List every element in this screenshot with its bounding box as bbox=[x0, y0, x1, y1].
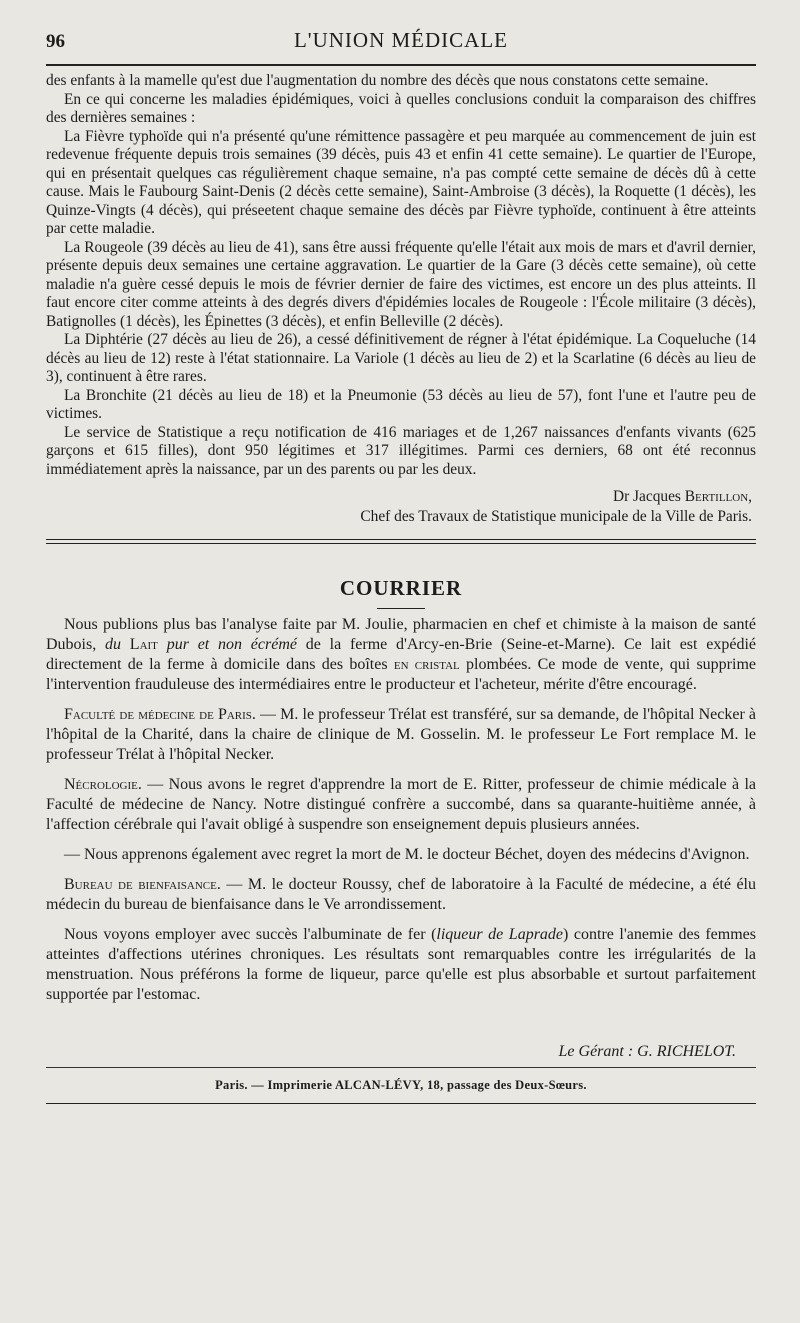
report-paragraph: La Diphtérie (27 décès au lieu de 26), a cessé définitivement de régner à l'état épidémique. La Coqueluche (14 décès au lieu de 12) reste à l'état stationnaire. La Variole (1 décès au lieu de 2) et la Scarlatine (6 décès au lieu de 3), continuent à être rares. bbox=[46, 331, 756, 385]
text-segment: Lait bbox=[129, 636, 167, 653]
signature-prefix: Dr Jacques bbox=[612, 488, 685, 505]
report-paragraph: La Bronchite (21 décès au lieu de 18) et la Pneumonie (53 décès au lieu de 57), font l'une et l'autre peu de victimes. bbox=[46, 386, 756, 422]
paragraph-gap bbox=[46, 695, 756, 705]
text-segment: liqueur de Laprade bbox=[436, 926, 564, 943]
text-segment: — M. le docteur Roussy, chef de laboratoire à la Faculté de médecine, a été élu médecin du bureau de bienfaisance dans le Ve arrondissement. bbox=[46, 876, 757, 913]
title-rule bbox=[377, 608, 425, 609]
bottom-rule bbox=[46, 1103, 756, 1104]
text-segment: plombées. Ce mode de vente, qui supprime l'intervention frauduleuse des intermédiaires entre le producteur et l'acheteur, mérite d'être encouragé. bbox=[46, 656, 756, 693]
text-segment: pur et non écrémé bbox=[166, 636, 306, 653]
header-rule bbox=[46, 64, 756, 66]
courrier-paragraph bbox=[46, 845, 756, 865]
courrier-paragraph bbox=[46, 705, 756, 765]
page-header bbox=[46, 28, 756, 62]
courrier-paragraph bbox=[46, 875, 756, 915]
paragraph-gap bbox=[46, 765, 756, 775]
courrier-paragraph bbox=[46, 925, 756, 1005]
rubric-lead: Bureau de bienfaisance. bbox=[64, 876, 221, 893]
paragraph-gap bbox=[46, 835, 756, 845]
text-segment: — M. le professeur Trélat est transféré, sur sa demande, de l'hôpital Necker à l'hôpital de la Charité, dans la chaire de clinique de M. Gosselin. M. le professeur Le Fort remplace M. le professeur Trélat à l'hôpital Necker. bbox=[46, 706, 756, 763]
courrier-body bbox=[46, 615, 756, 1005]
footer-rule bbox=[46, 1067, 756, 1068]
printer-imprint: Paris. — Imprimerie ALCAN-LÉVY, 18, passage des Deux-Sœurs. bbox=[215, 1078, 587, 1092]
text-segment: Nous publions plus bas l'analyse faite par M. Joulie, pharmacien en chef et chimiste à la maison de santé Dubois, bbox=[46, 616, 756, 653]
text-segment: — Nous avons le regret d'apprendre la mort de E. Ritter, professeur de chimie médicale à la Faculté de médecine de Nancy. Notre distingué confrère a succombé, dans sa quarante-huitième année, à l'affection cérébrale qui l'avait obligé à suspendre son enseignement depuis plusieurs années. bbox=[46, 776, 756, 833]
paragraph-gap bbox=[46, 865, 756, 875]
signature-name: Bertillon, bbox=[684, 488, 752, 505]
courrier-paragraph bbox=[46, 615, 756, 695]
courrier-paragraph bbox=[46, 775, 756, 835]
section-double-rule bbox=[46, 539, 756, 544]
rubric-lead: Nécrologie. bbox=[64, 776, 142, 793]
statistics-report bbox=[46, 72, 756, 527]
signature bbox=[46, 487, 756, 507]
signature-title: Chef des Travaux de Statistique municipale de la Ville de Paris. bbox=[360, 508, 752, 525]
rubric-lead: Faculté de médecine de Paris. bbox=[64, 706, 256, 723]
text-segment: — Nous apprenons également avec regret la mort de M. le docteur Béchet, doyen des médecins d'Avignon. bbox=[64, 846, 750, 863]
report-paragraph: des enfants à la mamelle qu'est due l'augmentation du nombre des décès que nous constatons cette semaine. bbox=[46, 72, 709, 89]
section-title: COURRIER bbox=[339, 576, 463, 600]
report-paragraph: La Rougeole (39 décès au lieu de 41), sans être aussi fréquente qu'elle l'était aux mois de mars et d'avril dernier, présente depuis deux semaines une certaine aggravation. Le quartier de la Gare (3 décès cette semaine), où cette maladie n'a guère cessé depuis le mois de février dernier de faire des victimes, est encore un des plus atteints. Il faut encore citer comme atteints à des degrés divers d'épidémies locales de Rougeole : l'École militaire (3 décès), Batignolles (1 décès), les Épinettes (3 décès), et enfin Belleville (2 décès). bbox=[46, 238, 756, 330]
text-segment: de la ferme d'Arcy-en-Brie (Seine-et-Marne). Ce lait est expédié directement de la ferme à domicile dans des boîtes bbox=[46, 636, 757, 673]
paragraph-gap bbox=[46, 915, 756, 925]
report-paragraph: La Fièvre typhoïde qui n'a présenté qu'une rémittence passagère et peu marquée au commencement de juin est redevenue fréquente depuis trois semaines (39 décès, puis 43 et enfin 41 cette semaine). Le quartier de l'Europe, qui en présentait quelques cas régulièrement chaque semaine, n'a pas compté cette semaine de décès dû à cette cause. Mais le Faubourg Saint-Denis (2 décès cette semaine), Saint-Ambroise (3 décès), la Roquette (1 décès), les Quinze-Vingts (4 décès), qui préseetent chaque semaine des décès par Fièvre typhoïde, continuent à être atteints par cette maladie. bbox=[46, 127, 756, 237]
running-title: L'UNION MÉDICALE bbox=[293, 28, 508, 52]
text-segment: ) contre l'anemie des femmes atteintes d'affections utérines chroniques. Les résultats sont remarquables contre les irrégularités de la menstruation. Nous préférons la forme de liqueur, parce qu'elle est plus absorbable et surtout parfaitement supportée par l'estomac. bbox=[46, 926, 756, 1003]
report-paragraph: En ce qui concerne les maladies épidémiques, voici à quelles conclusions conduit la comparaison des chiffres des dernières semaines : bbox=[46, 90, 756, 126]
text-segment: du bbox=[105, 636, 130, 653]
report-paragraph: Le service de Statistique a reçu notification de 416 mariages et de 1,267 naissances d'enfants vivants (625 garçons et 615 filles), dont 950 légitimes et 317 illégitimes. Parmi ces derniers, 68 ont été reconnus immédiatement après la naissance, par un des parents ou par les deux. bbox=[46, 423, 756, 478]
text-segment: en cristal bbox=[393, 656, 466, 673]
text-segment: Nous voyons employer avec succès l'albuminate de fer ( bbox=[64, 926, 437, 943]
gerant-signature: Le Gérant : G. RICHELOT. bbox=[558, 1043, 736, 1060]
page-number: 96 bbox=[46, 31, 65, 52]
